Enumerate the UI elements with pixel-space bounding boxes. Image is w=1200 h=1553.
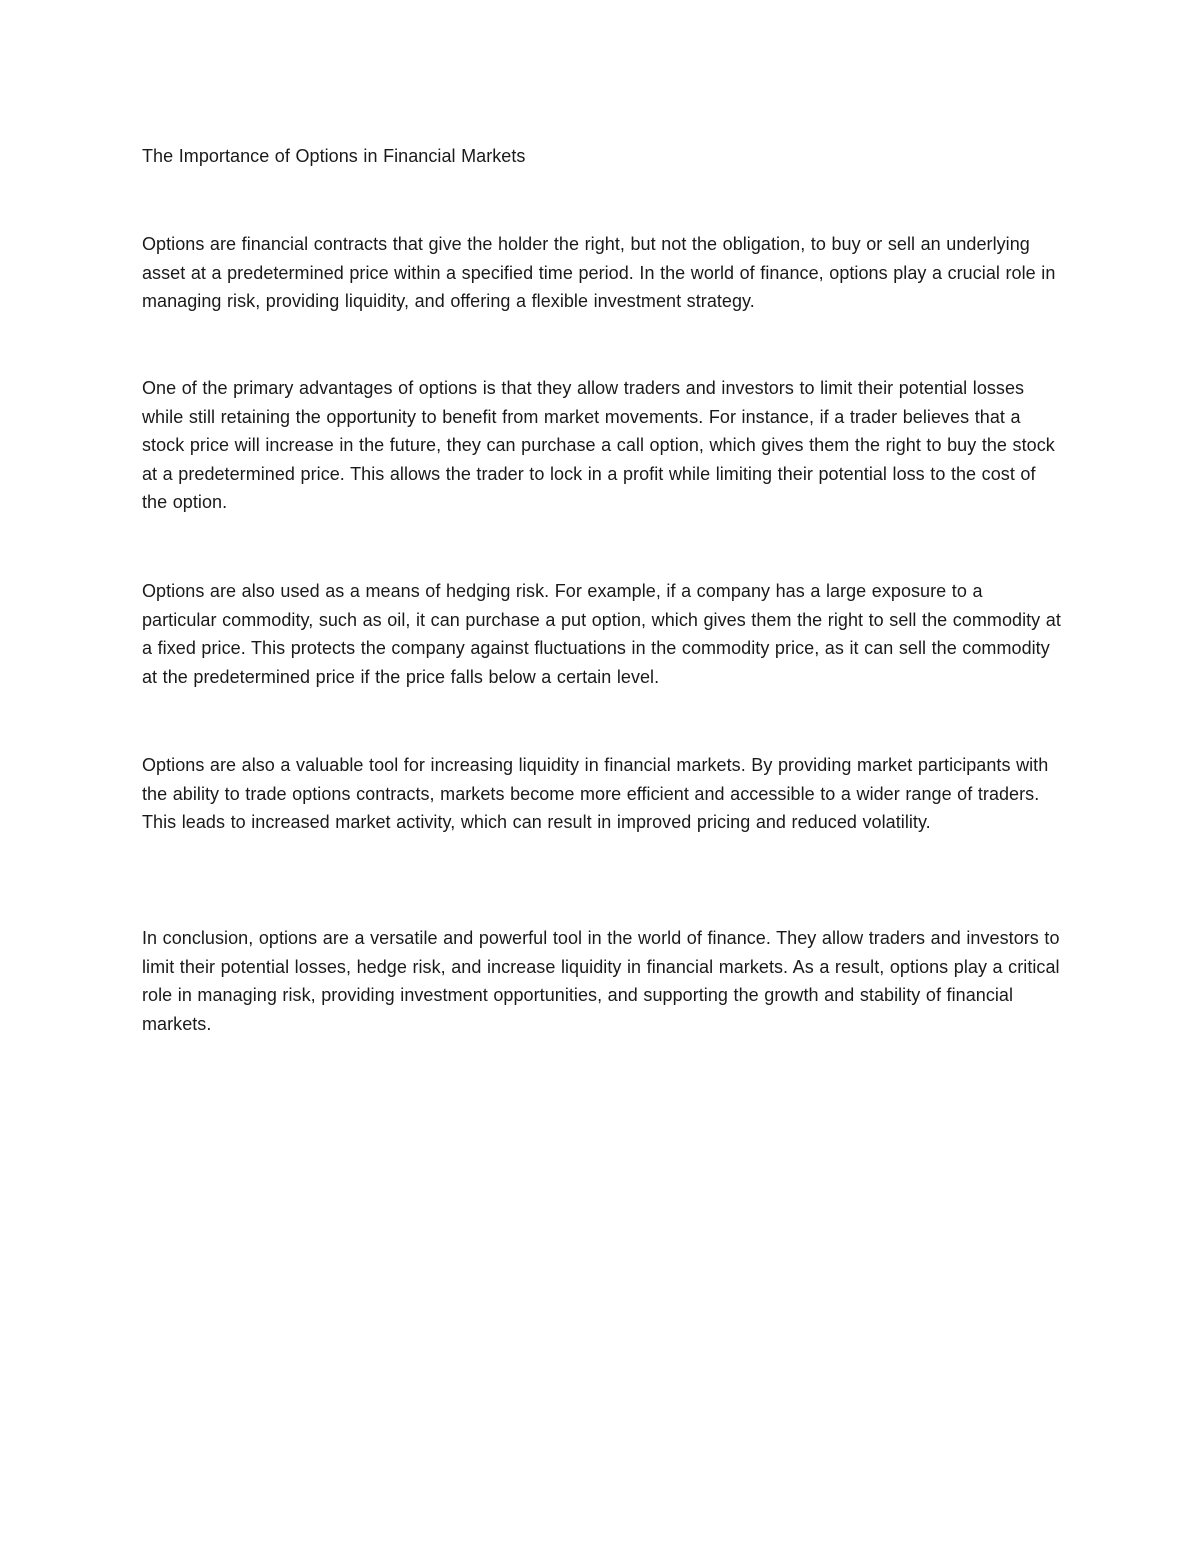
- paragraph-hedging: Options are also used as a means of hedging risk. For example, if a company has a large exposure to a particular commodity, such as oil, it can purchase a put option, which gives them the right to sell the commodity at a fixed price. This protects the company against fluctuations in the commodity price, as it can sell the commodity at the predetermined price if the price falls below a certain level.: [142, 581, 1061, 687]
- document-title: The Importance of Options in Financial Markets: [142, 146, 526, 166]
- paragraph-intro: Options are financial contracts that give the holder the right, but not the obligation, to buy or sell an underlying asset at a predetermined price within a specified time period. In the world of finance, options play a crucial role in managing risk, providing liquidity, and offering a flexible investment strategy.: [142, 234, 1056, 311]
- paragraph-liquidity: Options are also a valuable tool for increasing liquidity in financial markets. By providing market participants with the ability to trade options contracts, markets become more efficient and accessible to a wider range of traders. This leads to increased market activity, which can result in improved pricing and reduced volatility.: [142, 755, 1049, 832]
- paragraph-advantages: One of the primary advantages of options is that they allow traders and investors to limit their potential losses while still retaining the opportunity to benefit from market movements. For instance, if a trader believes that a stock price will increase in the future, they can purchase a call option, which gives them the right to buy the stock at a predetermined price. This allows the trader to lock in a profit while limiting their potential loss to the cost of the option.: [142, 378, 1055, 512]
- paragraph-conclusion: In conclusion, options are a versatile and powerful tool in the world of finance. They allow traders and investors to limit their potential losses, hedge risk, and increase liquidity in financial markets. As a result, options play a critical role in managing risk, providing investment opportunities, and supporting the growth and stability of financial markets.: [142, 928, 1060, 1034]
